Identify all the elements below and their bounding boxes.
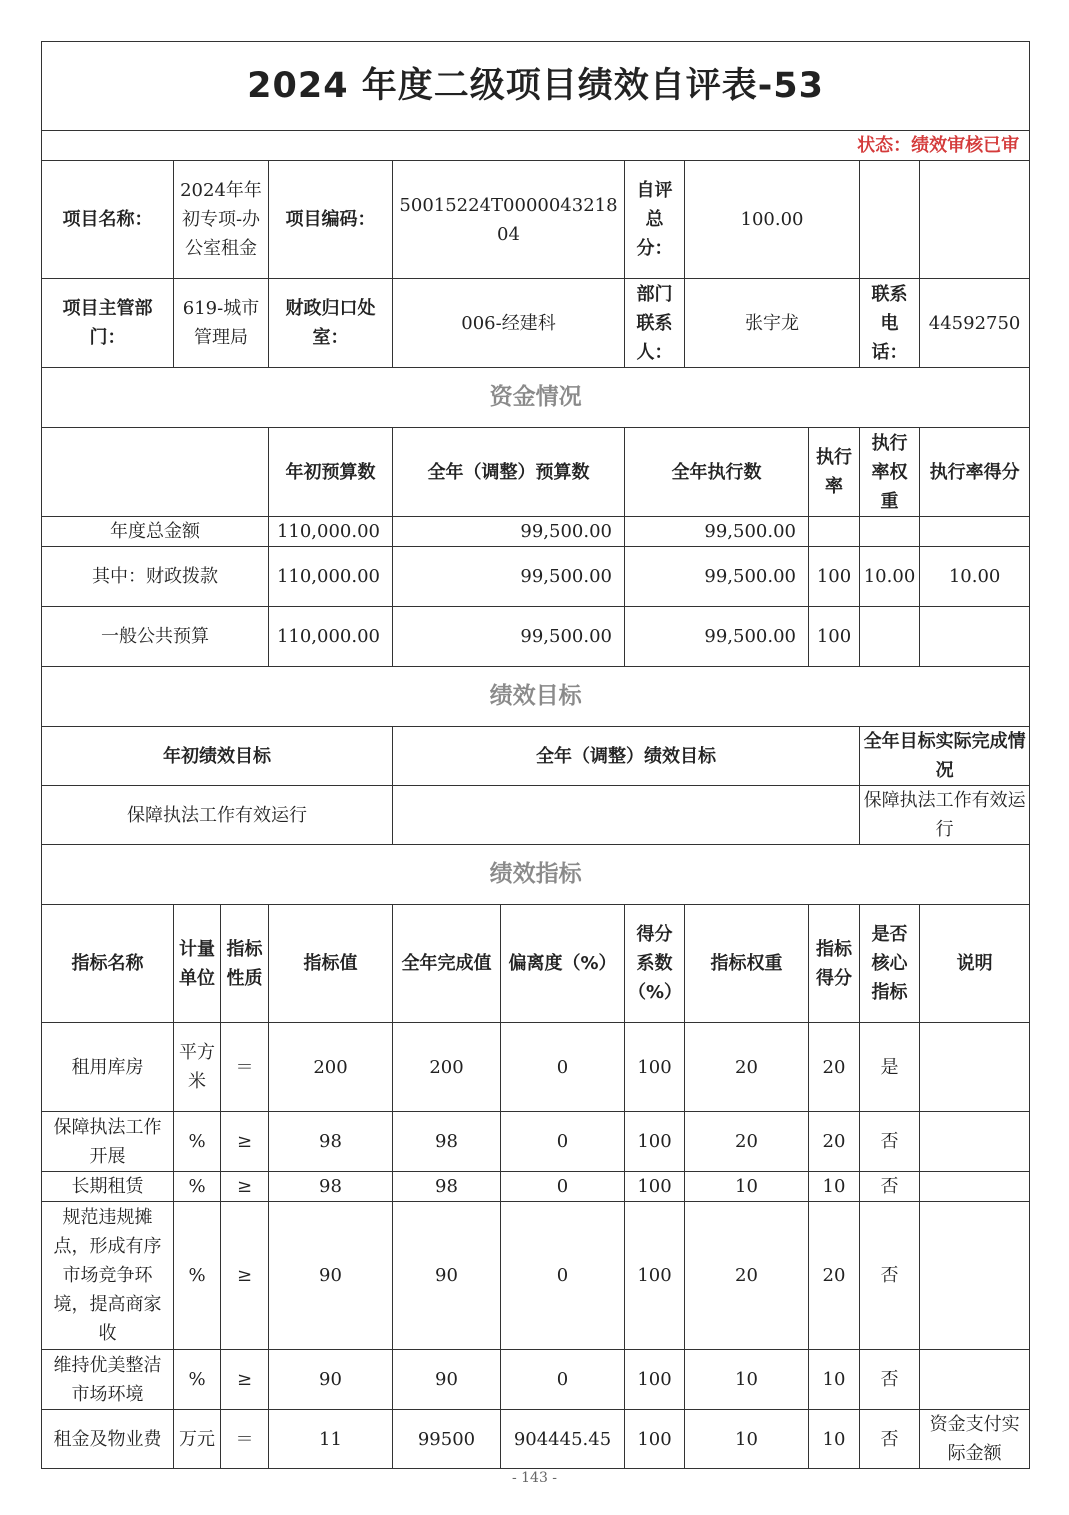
funds-row-label: 年度总金额 <box>42 517 269 547</box>
funds-cell: 100 <box>809 547 860 607</box>
indicator-cell: 99500 <box>393 1410 501 1469</box>
goals-cell <box>393 786 860 845</box>
indicator-cell: % <box>174 1202 221 1350</box>
indicator-header: 指标权重 <box>685 905 809 1023</box>
indicator-cell: 维持优美整洁市场环境 <box>42 1350 174 1410</box>
indicators-section-title: 绩效指标 <box>42 845 1030 905</box>
indicator-cell: ≥ <box>221 1172 269 1202</box>
indicator-cell: 保障执法工作开展 <box>42 1112 174 1172</box>
finance-label: 财政归口处室： <box>269 279 393 368</box>
funds-header: 执行率得分 <box>920 428 1030 517</box>
indicator-cell: 98 <box>269 1112 393 1172</box>
table-row <box>42 1202 1030 1350</box>
indicator-cell: 20 <box>809 1023 860 1112</box>
performance-table <box>41 41 1030 1469</box>
funds-cell: 99,500.00 <box>625 547 809 607</box>
goals-header: 全年目标实际完成情况 <box>860 727 1030 786</box>
finance-value: 006-经建科 <box>393 279 625 368</box>
page-number: - 143 - <box>511 1470 558 1486</box>
indicator-header: 说明 <box>920 905 1030 1023</box>
indicator-cell: 10 <box>809 1410 860 1469</box>
indicator-cell: ≥ <box>221 1202 269 1350</box>
indicator-cell: 否 <box>860 1350 920 1410</box>
funds-cell: 99,500.00 <box>393 607 625 667</box>
goals-cell: 保障执法工作有效运行 <box>860 786 1030 845</box>
indicator-cell: 10 <box>685 1350 809 1410</box>
table-row <box>42 1172 1030 1202</box>
empty-cell <box>860 161 920 279</box>
project-code-value: 50015224T000004321804 <box>393 161 625 279</box>
contact-label: 部门联系人： <box>625 279 685 368</box>
indicator-cell: % <box>174 1172 221 1202</box>
indicator-cell: 否 <box>860 1202 920 1350</box>
indicator-header: 指标性质 <box>221 905 269 1023</box>
indicator-header: 是否核心指标 <box>860 905 920 1023</box>
indicator-cell: 20 <box>685 1112 809 1172</box>
funds-cell: 100 <box>809 607 860 667</box>
indicator-cell: 90 <box>269 1350 393 1410</box>
funds-cell: 110,000.00 <box>269 517 393 547</box>
funds-cell <box>920 607 1030 667</box>
indicator-cell: 20 <box>685 1202 809 1350</box>
indicator-cell: ＝ <box>221 1410 269 1469</box>
table-row <box>42 1350 1030 1410</box>
goals-header: 全年（调整）绩效目标 <box>393 727 860 786</box>
indicator-cell: ≥ <box>221 1112 269 1172</box>
project-code-label: 项目编码： <box>269 161 393 279</box>
funds-cell: 99,500.00 <box>393 517 625 547</box>
indicator-cell <box>920 1202 1030 1350</box>
indicator-cell: 100 <box>625 1023 685 1112</box>
indicator-cell: 平方米 <box>174 1023 221 1112</box>
indicator-cell <box>920 1172 1030 1202</box>
self-score-value: 100.00 <box>685 161 860 279</box>
funds-header: 年初预算数 <box>269 428 393 517</box>
indicator-cell: 100 <box>625 1112 685 1172</box>
indicator-header: 全年完成值 <box>393 905 501 1023</box>
self-score-label: 自评总分： <box>625 161 685 279</box>
indicator-cell: 0 <box>501 1112 625 1172</box>
indicator-header: 得分系数（%） <box>625 905 685 1023</box>
indicator-cell: ≥ <box>221 1350 269 1410</box>
contact-value: 张宇龙 <box>685 279 860 368</box>
indicator-cell: 20 <box>685 1023 809 1112</box>
indicator-cell: 100 <box>625 1202 685 1350</box>
indicator-cell: 否 <box>860 1410 920 1469</box>
funds-cell: 110,000.00 <box>269 607 393 667</box>
indicator-cell: 20 <box>809 1202 860 1350</box>
indicator-cell: ＝ <box>221 1023 269 1112</box>
indicator-cell: 10 <box>685 1172 809 1202</box>
indicator-cell: 10 <box>809 1172 860 1202</box>
funds-cell: 110,000.00 <box>269 547 393 607</box>
funds-row-label: 其中：财政拨款 <box>42 547 269 607</box>
indicator-cell: % <box>174 1112 221 1172</box>
indicator-cell: 98 <box>269 1172 393 1202</box>
funds-header: 执行率 <box>809 428 860 517</box>
status-badge: 状态：绩效审核已审 <box>42 131 1030 161</box>
goals-header: 年初绩效目标 <box>42 727 393 786</box>
funds-cell: 10.00 <box>920 547 1030 607</box>
indicator-cell: 租用库房 <box>42 1023 174 1112</box>
indicators-body <box>42 1023 1030 1469</box>
funds-cell <box>860 607 920 667</box>
indicator-cell: 100 <box>625 1172 685 1202</box>
funds-cell <box>920 517 1030 547</box>
funds-cell: 99,500.00 <box>393 547 625 607</box>
indicator-cell: 98 <box>393 1112 501 1172</box>
indicator-cell <box>920 1023 1030 1112</box>
indicator-header: 偏离度（%） <box>501 905 625 1023</box>
indicator-cell: 规范违规摊点，形成有序市场竞争环境，提高商家收 <box>42 1202 174 1350</box>
indicator-cell: 否 <box>860 1112 920 1172</box>
indicator-header: 指标得分 <box>809 905 860 1023</box>
funds-row-label: 一般公共预算 <box>42 607 269 667</box>
funds-cell <box>860 517 920 547</box>
indicator-cell: 20 <box>809 1112 860 1172</box>
indicator-cell: 200 <box>269 1023 393 1112</box>
indicator-header: 计量单位 <box>174 905 221 1023</box>
funds-header: 全年（调整）预算数 <box>393 428 625 517</box>
funds-cell: 99,500.00 <box>625 517 809 547</box>
funds-cell: 10.00 <box>860 547 920 607</box>
indicator-cell: 0 <box>501 1023 625 1112</box>
indicator-cell: 10 <box>809 1350 860 1410</box>
indicator-cell: 10 <box>685 1410 809 1469</box>
indicator-cell: 200 <box>393 1023 501 1112</box>
indicator-cell: 资金支付实际金额 <box>920 1410 1030 1469</box>
indicator-cell: 0 <box>501 1350 625 1410</box>
indicator-cell: 0 <box>501 1202 625 1350</box>
table-row <box>42 1023 1030 1112</box>
page-title: 2024 年度二级项目绩效自评表-53 <box>42 42 1030 131</box>
indicator-header: 指标值 <box>269 905 393 1023</box>
empty-cell <box>920 161 1030 279</box>
indicator-cell: 租金及物业费 <box>42 1410 174 1469</box>
indicator-cell: 万元 <box>174 1410 221 1469</box>
indicator-cell: 90 <box>393 1350 501 1410</box>
goals-section-title: 绩效目标 <box>42 667 1030 727</box>
project-name-label: 项目名称： <box>42 161 174 279</box>
indicator-cell: 100 <box>625 1410 685 1469</box>
funds-cell <box>809 517 860 547</box>
phone-label: 联系电话： <box>860 279 920 368</box>
indicator-cell: % <box>174 1350 221 1410</box>
indicator-cell: 98 <box>393 1172 501 1202</box>
indicator-cell: 90 <box>393 1202 501 1350</box>
indicator-cell <box>920 1112 1030 1172</box>
funds-cell: 99,500.00 <box>625 607 809 667</box>
indicator-cell: 是 <box>860 1023 920 1112</box>
goals-cell: 保障执法工作有效运行 <box>42 786 393 845</box>
project-name-value: 2024年年初专项-办公室租金 <box>174 161 269 279</box>
funds-section-title: 资金情况 <box>42 368 1030 428</box>
table-row <box>42 1112 1030 1172</box>
phone-value: 44592750 <box>920 279 1030 368</box>
indicator-cell: 90 <box>269 1202 393 1350</box>
dept-label: 项目主管部门： <box>42 279 174 368</box>
indicator-header: 指标名称 <box>42 905 174 1023</box>
indicator-cell: 100 <box>625 1350 685 1410</box>
funds-header: 执行率权重 <box>860 428 920 517</box>
indicator-cell <box>920 1350 1030 1410</box>
indicators-header-row <box>42 905 1030 1023</box>
indicator-cell: 904445.45 <box>501 1410 625 1469</box>
table-row <box>42 1410 1030 1469</box>
dept-value: 619-城市管理局 <box>174 279 269 368</box>
indicator-cell: 长期租赁 <box>42 1172 174 1202</box>
indicator-cell: 11 <box>269 1410 393 1469</box>
funds-header: 全年执行数 <box>625 428 809 517</box>
indicator-cell: 0 <box>501 1172 625 1202</box>
empty-cell <box>42 428 269 517</box>
indicator-cell: 否 <box>860 1172 920 1202</box>
